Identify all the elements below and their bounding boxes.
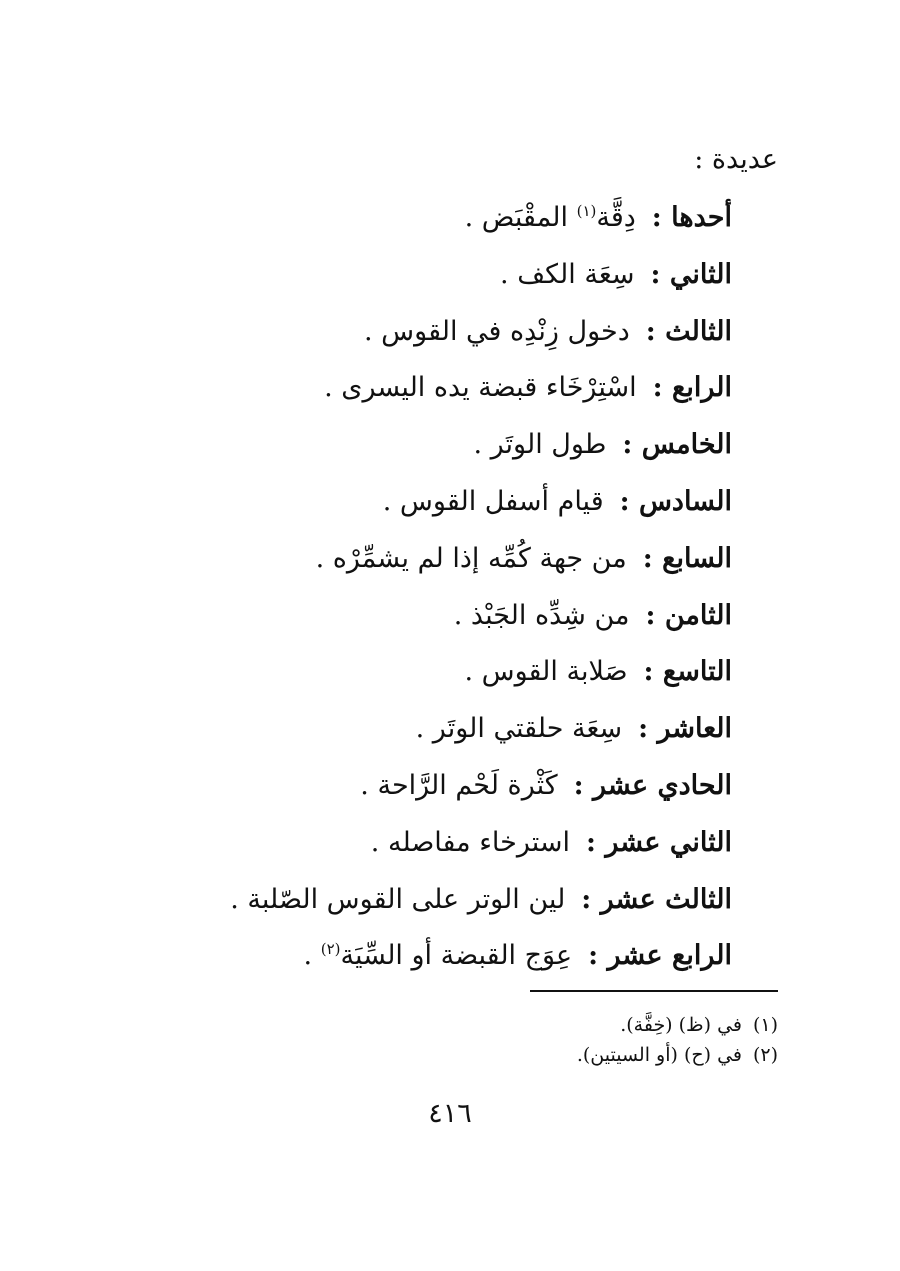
item-text: سِعَة حلقتي الوتَر . xyxy=(415,713,623,745)
list-item xyxy=(230,417,732,474)
item-label: الخامس : xyxy=(622,429,732,461)
item-text: اسْتِرْخَاء قبضة يده اليسرى . xyxy=(324,372,637,404)
list-item xyxy=(230,928,732,985)
intro-line: عديدة : xyxy=(694,144,778,175)
item-label: العاشر : xyxy=(638,713,732,745)
list-item xyxy=(230,644,732,701)
item-label: الرابع : xyxy=(652,372,732,404)
footnote-ref[interactable]: (١) xyxy=(576,202,597,220)
item-label: الثاني عشر : xyxy=(586,826,732,858)
list-item xyxy=(230,474,732,531)
item-label: الثاني : xyxy=(650,258,732,290)
footnote xyxy=(577,1040,778,1070)
item-label: الثامن : xyxy=(645,599,732,631)
item-label: الثالث عشر : xyxy=(581,883,732,915)
item-text: لين الوتر على القوس الصّلبة . xyxy=(230,883,566,915)
list-item xyxy=(230,701,732,758)
reasons-list xyxy=(230,190,732,985)
item-text: استرخاء مفاصله . xyxy=(370,826,571,858)
list-item xyxy=(230,758,732,815)
item-label: أحدها : xyxy=(651,202,732,233)
item-label: الرابع عشر : xyxy=(588,940,732,972)
footnote-text: في (ح) (أو السيتين). xyxy=(576,1044,742,1066)
list-item xyxy=(230,872,732,929)
item-text: قيام أسفل القوس . xyxy=(382,485,604,517)
item-label: السابع : xyxy=(642,542,732,574)
footnote xyxy=(577,1010,778,1040)
list-item xyxy=(230,588,732,645)
list-item xyxy=(230,531,732,588)
item-text: من جهة كُمِّه إذا لم يشمِّرْه . xyxy=(315,542,627,574)
item-text: دِقَّة xyxy=(596,202,636,233)
item-label: السادس : xyxy=(619,485,732,517)
item-label: الثالث : xyxy=(645,315,732,347)
item-label: الحادي عشر : xyxy=(573,769,732,801)
footnote-number: (١) xyxy=(752,1014,778,1036)
list-item xyxy=(230,247,732,304)
item-text: صَلابة القوس . xyxy=(464,656,628,688)
item-text: دخول زِنْدِه في القوس . xyxy=(364,315,630,347)
item-text-tail: . xyxy=(303,940,321,972)
item-text: سِعَة الكف . xyxy=(500,258,635,290)
item-text: طول الوتَر . xyxy=(473,429,607,461)
item-text: من شِدِّه الجَبْذ . xyxy=(453,599,630,631)
list-item xyxy=(230,360,732,417)
page-number: ٤١٦ xyxy=(428,1098,472,1129)
footnote-ref[interactable]: (٢) xyxy=(320,940,341,959)
footnotes xyxy=(577,1010,778,1070)
item-text-tail: المقْبَض . xyxy=(464,202,577,233)
item-label: التاسع : xyxy=(643,656,732,688)
item-text: كَثْرة لَحْم الرَّاحة . xyxy=(360,769,558,801)
list-item xyxy=(230,190,732,247)
footnote-number: (٢) xyxy=(752,1044,778,1066)
footnote-divider xyxy=(530,990,778,992)
list-item xyxy=(230,304,732,361)
footnote-text: في (ظ) (خِفَّة). xyxy=(620,1014,742,1036)
list-item xyxy=(230,815,732,872)
item-text: عِوَج القبضة أو السِّيَة xyxy=(340,940,573,972)
